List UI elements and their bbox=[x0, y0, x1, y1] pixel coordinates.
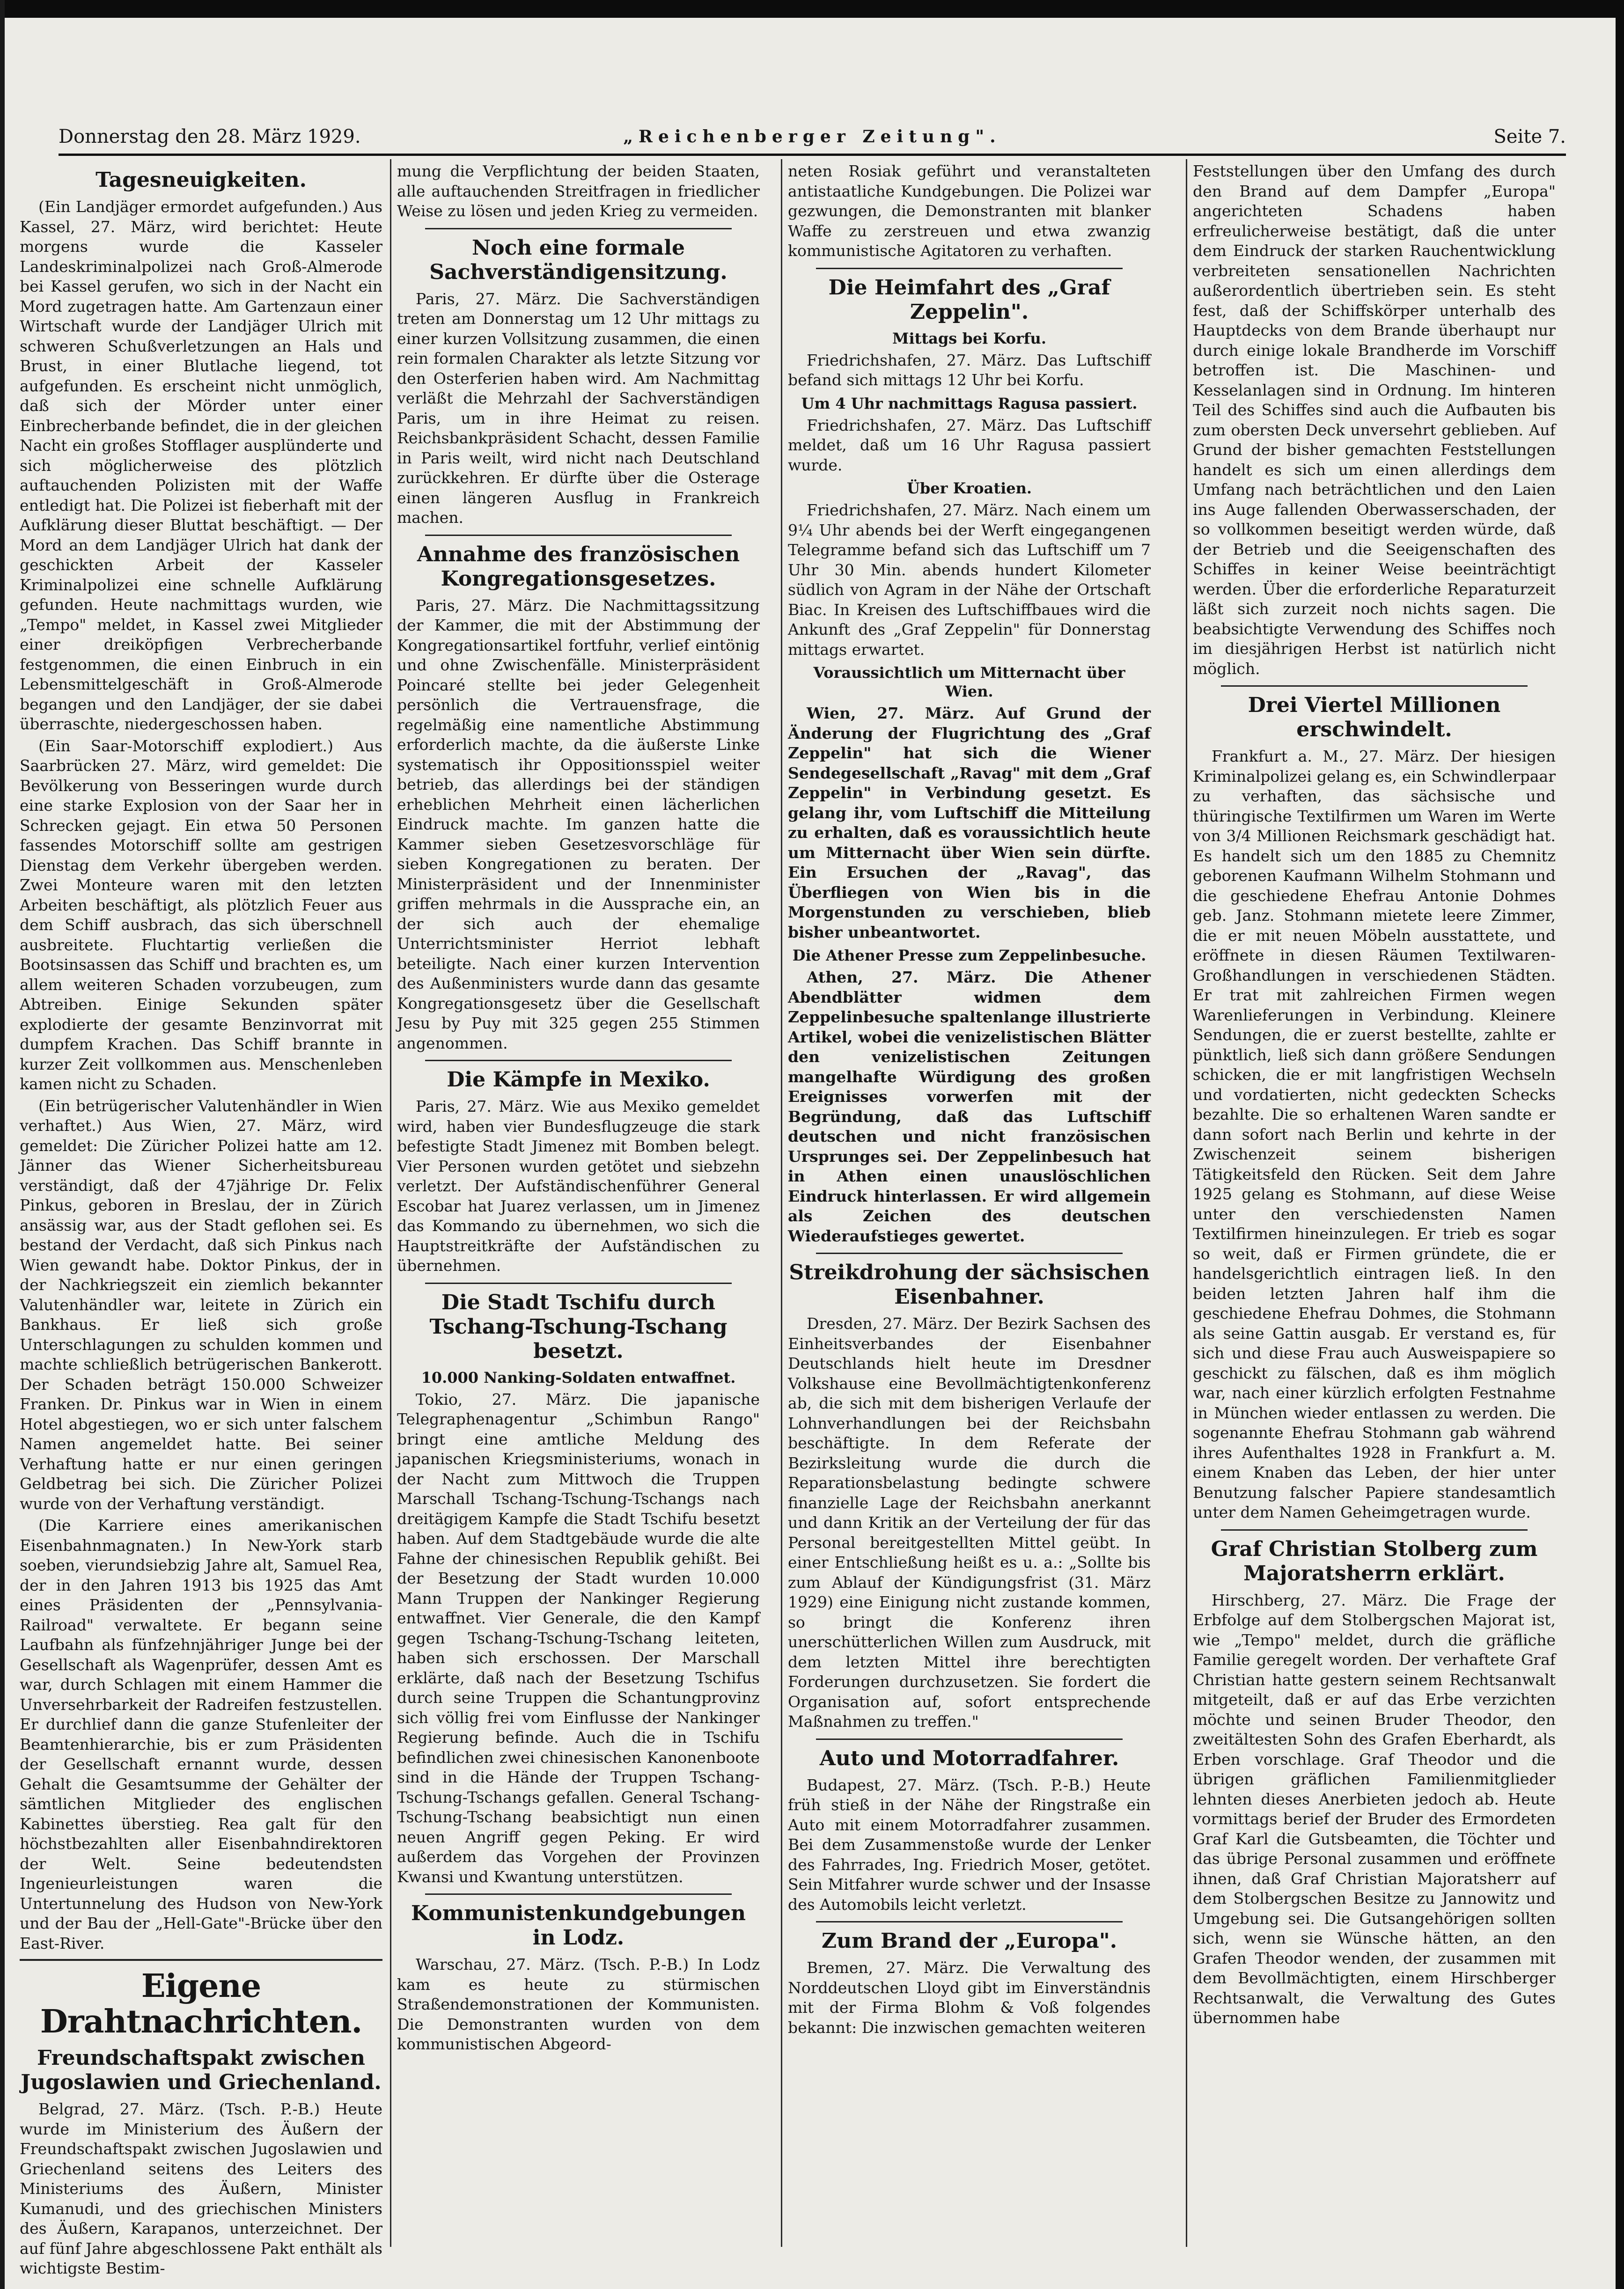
article-paragraph: neten Rosiak geführt und veranstalteten antistaatliche Kundgebungen. Die Polizei war gezwungen, die Demonstranten mit blanker Waffe zu zerstreuen und etwa zwanzig kommunistische Agitatoren zu verhaften. bbox=[788, 162, 1151, 260]
article-paragraph: Paris, 27. März. Wie aus Mexiko gemeldet wird, haben vier Bundesflugzeuge die stark befestigte Stadt Jimenez mit Bomben belegt. Vier Personen wurden getötet und siebzehn verletzt. Der Aufständischenführer General Escobar hat Juarez verlassen, um in Jimenez das Kommando zu übernehmen, wo sich die Hauptstreitkräfte der Aufständischen zu übernehmen. bbox=[397, 1097, 760, 1275]
article-divider bbox=[816, 1739, 1123, 1740]
article-subheadline: Über Kroatien. bbox=[906, 479, 1032, 497]
article-paragraph: (Ein Landjäger ermordet aufgefunden.) Aus Kassel, 27. März, wird berichtet: Heute morgens wurde die Kasseler Landeskriminalpolizei nach Groß-Almerode bei Kassel gerufen, wo sich in der Nacht ein Mord zugetragen hatte. Am Gartenzaun einer Wirtschaft wurde der Landjäger Ulrich mit schweren Schußverletzungen an Hals und Brust, in einer Blutlache liegend, tot aufgefunden. Es erscheint nicht unmöglich, daß sich der Mörder unter einer Einbrecherbande befindet, die in der gleichen Nacht ein großes Stofflager ausplünderte und sich möglicherweise des plötzlich auftauchenden Polizisten mit der Waffe entledigt hat. Die Polizei ist fieberhaft mit der Aufklärung dieser Bluttat beschäftigt. — Der Mord an dem Landjäger Ulrich hat dank der geschickten Arbeit der Kasseler Kriminalpolizei eine schnelle Aufklärung gefunden. Heute nachmittags wurden, wie „Tempo" meldet, in Kassel zwei Mitglieder einer dreiköpfigen Verbrecherbande festgenommen, die einen Einbruch in ein Lebensmittelgeschäft in Groß-Almerode begangen und den Landjäger, der sie dabei überraschte, niedergeschossen haben. bbox=[20, 198, 382, 733]
article-paragraph: Frankfurt a. M., 27. März. Der hiesigen Kriminalpolizei gelang es, ein Schwindlerpaar zu verhaften, das sächsische und thüringische Textilfirmen um Waren im Werte von 3/4 Millionen Reichsmark geschädigt hat. Es handelt sich um den 1885 zu Chemnitz geborenen Kaufmann Wilhelm Stohmann und die geschiedene Ehefrau Antonie Dohmes geb. Janz. Stohmann mietete leere Zimmer, die er mit neuen Möbeln ausstattete, und eröffnete in diesen Räumen Textilwaren-Großhandlungen in verschiedenen Städten. Er trat mit zahlreichen Firmen wegen Warenlieferungen in Verbindung. Kleinere Sendungen, die er zuerst bestellte, zahlte er pünktlich, ließ sich dann größere Sendungen schicken, die er mit langfristigen Wechseln und vordatierten, nicht gedeckten Schecks bezahlte. Die so erhaltenen Waren sandte er dann sofort nach Berlin und kehrte in der Zwischenzeit seinem bisherigen Tätigkeitsfeld den Rücken. Seit dem Jahre 1925 gelang es Stohmann, auf diese Weise unter den verschiedensten Namen Textilfirmen hineinzulegen. Er trieb es sogar so weit, daß er Firmen gründete, die er handelsgerichtlich eintragen ließ. In den beiden letzten Jahren half ihm die geschiedene Ehefrau Dohmes, die Stohmann als seine Gattin ausgab. Er verstand es, für sich und diese Frau auch Ausweispapiere so geschickt zu fälschen, daß es ihm möglich war, nach einer kürzlich erfolgten Festnahme in München wieder entlassen zu werden. Die sogenannte Ehefrau Stohmann gab während ihres Aufenthaltes 1928 in Frankfurt a. M. einem Knaben das Leben, der hier unter Benutzung falscher Papiere standesamtlich unter dem Namen Geheimgetragen wurde. bbox=[1193, 747, 1556, 1521]
section-heading-large: Eigene Drahtnachrichten. bbox=[40, 1967, 362, 2040]
newspaper-title: „Reichenberger Zeitung". bbox=[623, 127, 1001, 147]
column-rule bbox=[781, 159, 782, 2247]
article-paragraph: (Die Karriere eines amerikanischen Eisenbahnmagnaten.) In New-York starb soeben, vierundsiebzig Jahre alt, Samuel Rea, der in den Jahren 1913 bis 1925 das Amt eines Präsidenten der „Pennsylvania-Railroad" verwaltete. Er begann seine Laufbahn als fünfzehnjähriger Junge bei der Gesellschaft als Wagenprüfer, dessen Amt es war, durch Schlagen mit einem Hammer die Unversehrbarkeit der Radreifen festzustellen. Er durchlief dann die ganze Stufenleiter der Beamtenhierarchie, bis er zum Präsidenten der Gesellschaft ernannt wurde, dessen Gehalt die Gesamtsumme der Gehälter der sämtlichen Mitglieder des englischen Kabinettes überstieg. Rea galt für den höchstbezahlten aller Eisenbahndirektoren der Welt. Seine bedeutendsten Ingenieurleistungen waren die Untertunnelung des Hudson von New-York und der Bau der „Hell-Gate"-Brücke über den East-River. bbox=[20, 1516, 382, 1952]
column-3 bbox=[788, 161, 1151, 2245]
article-headline: Streikdrohung der sächsischen Eisenbahner. bbox=[789, 1261, 1150, 1309]
article-paragraph: Bremen, 27. März. Die Verwaltung des Norddeutschen Lloyd gibt im Einverständnis mit der Firma Blohm & Voß folgendes bekannt: Die inzwischen gemachten weiteren bbox=[788, 1959, 1151, 2037]
column-rule bbox=[1186, 159, 1187, 2247]
page-header bbox=[59, 123, 1566, 151]
issue-date: Donnerstag den 28. März 1929. bbox=[59, 126, 361, 147]
article-paragraph: Warschau, 27. März. (Tsch. P.-B.) In Lodz kam es heute zu stürmischen Straßendemonstrationen der Kommunisten. Die Demonstranten wurden von dem kommunistischen Abgeord- bbox=[397, 1955, 760, 2053]
column-1 bbox=[20, 161, 382, 2277]
article-paragraph: Friedrichshafen, 27. März. Das Luftschiff meldet, daß um 16 Uhr Ragusa passiert wurde. bbox=[788, 416, 1151, 474]
article-headline: Kommunistenkundgebungen in Lodz. bbox=[411, 1901, 746, 1950]
scan-left-edge bbox=[0, 0, 5, 2289]
article-paragraph: Paris, 27. März. Die Sachverständigen treten am Donnerstag um 12 Uhr mittags zu einer kurzen Vollsitzung zusammen, die einen rein formalen Charakter als letzte Sitzung vor den Osterferien haben wird. Am Nachmittag verläßt die Mehrzahl der Sachverständigen Paris, um in ihre Heimat zu reisen. Reichsbankpräsident Schacht, dessen Familie in Paris weilt, wird nicht nach Deutschland zurückkehren. Er dürfte über die Osterage einen längeren Ausflug in Frankreich machen. bbox=[397, 289, 760, 527]
article-divider bbox=[816, 1921, 1123, 1922]
article-headline: Annahme des französischen Kongregationsgesetzes. bbox=[417, 542, 740, 591]
article-divider bbox=[425, 1893, 732, 1895]
article-headline: Die Heimfahrt des „Graf Zeppelin". bbox=[828, 275, 1110, 324]
article-divider bbox=[1221, 685, 1528, 687]
article-paragraph: Friedrichshafen, 27. März. Das Luftschiff befand sich mittags 12 Uhr bei Korfu. bbox=[788, 351, 1151, 389]
article-paragraph: Paris, 27. März. Die Nachmittagssitzung der Kammer, die mit der Abstimmung der Kongregationsartikel fortfuhr, verlief eintönig und ohne Zwischenfälle. Ministerpräsident Poincaré stellte bei jeder Gelegenheit persönlich die Vertrauensfrage, die regelmäßig eine namentliche Abstimmung erforderlich machte, da die äußerste Linke systematisch ihr Oppositionsspiel weiter betrieb, das allerdings bei der ständigen erheblichen Mehrheit einen lächerlichen Eindruck machte. Im ganzen hatte die Kammer sieben Gesetzesvorschläge für sieben Kongregationen zu beraten. Der Ministerpräsident und der Innenminister griffen mehrmals in die Aussprache ein, an der sich auch der ehemalige Unterrichtsminister Herriot lebhaft beteiligte. Nach einer kurzen Intervention des Außenministers wurde dann das gesamte Kongregationsgesetz über die Gesellschaft Jesu by Puy mit 325 gegen 255 Stimmen angenommen. bbox=[397, 596, 760, 1052]
article-headline: Die Kämpfe in Mexiko. bbox=[447, 1068, 710, 1092]
article-divider bbox=[816, 1253, 1123, 1254]
article-paragraph: Feststellungen über den Umfang des durch den Brand auf dem Dampfer „Europa" angerichteten Schadens haben erfreulicherweise bestätigt, daß die unter dem Eindruck der starken Rauchentwicklung verbreiteten sensationellen Nachrichten außerordentlich übertrieben sein. Es steht fest, daß der Schiffskörper unterhalb des Hauptdecks von dem Brande überhaupt nur durch einige lokale Brandherde im Vorschiff betroffen ist. Die Maschinen- und Kesselanlagen sind in Ordnung. Im hinteren Teil des Schiffes sind auch die Aufbauten bis zum obersten Deck unversehrt geblieben. Auf Grund der bisher gemachten Feststellungen handelt es sich um einen allerdings dem Umfang nach beträchtlichen und den Laien ins Auge fallenden Oberwasserschaden, der so vollkommen beseitigt werden würde, daß der Betrieb und die Seeigenschaften des Schiffes in keiner Weise beeinträchtigt werden. Über die erforderliche Reparaturzeit läßt sich zurzeit noch nichts sagen. Die beabsichtigte Verwendung des Schiffes noch im diesjährigen Herbst ist natürlich nicht möglich. bbox=[1193, 162, 1556, 678]
article-headline: Zum Brand der „Europa". bbox=[821, 1929, 1117, 1953]
article-headline: Auto und Motorradfahrer. bbox=[819, 1746, 1119, 1770]
article-paragraph: Athen, 27. März. Die Athener Abendblätter widmen dem Zeppelinbesuche spaltenlange illustrierte Artikel, wobei die venizelistischen Blätter den venizelistischen Zeitungen mangelhafte Würdigung des großen Ereignisses vorwerfen mit der Begründung, daß das Luftschiff deutschen und nicht französischen Ursprunges sei. Der Zeppelinbesuch hat in Athen einen unauslöschlichen Eindruck hinterlassen. Er wird allgemein als Zeichen des deutschen Wiederaufstieges gewertet. bbox=[788, 968, 1151, 1245]
column-2 bbox=[397, 161, 760, 2245]
article-paragraph: Dresden, 27. März. Der Bezirk Sachsen des Einheitsverbandes der Eisenbahner Deutschlands hielt heute im Dresdner Volkshause eine Bevollmächtigtenkonferenz ab, die sich mit dem bisherigen Verlaufe der Lohnverhandlungen bei der Reichsbahn beschäftigte. In dem Referate der Bezirksleitung wurde die durch die Reparationsbelastung bedingte schwere finanzielle Lage der Reichsbahn anerkannt und dann Kritik an der Verteilung der für das Personal bereitgestellten Mittel geübt. In einer Entschließung heißt es u. a.: „Sollte bis zum Ablauf der Kündigungsfrist (31. März 1929) eine Einigung nicht zustande kommen, so bringt die Konferenz ihren unerschütterlichen Willen zum Ausdruck, mit dem letzten Mittel ihre berechtigten Forderungen durchzusetzen. Sie fordert die Organisation auf, sofort entsprechende Maßnahmen zu treffen." bbox=[788, 1314, 1151, 1731]
article-divider bbox=[1221, 1529, 1528, 1531]
page-number: Seite 7. bbox=[1493, 126, 1566, 147]
article-paragraph: Tokio, 27. März. Die japanische Telegraphenagentur „Schimbun Rango" bringt eine amtliche Meldung des japanischen Kriegsministeriums, wonach in der Nacht zum Mittwoch die Truppen Marschall Tschang-Tschung-Tschangs nach dreitägigem Kampfe die Stadt Tschifu besetzt haben. Auf dem Stadtgebäude wurde die alte Fahne der chinesischen Republik gehißt. Bei der Besetzung der Stadt wurden 10.000 Mann Truppen der Nankinger Regierung entwaffnet. Vier Generale, die den Kampf gegen Tschang-Tschung-Tschang leiteten, haben sich erschossen. Der Marschall erklärte, daß nach der Besetzung Tschifus durch seine Truppen die Schantungprovinz sich völlig frei vom Einflusse der Nankinger Regierung befinde. Auch die in Tschifu befindlichen zwei chinesischen Kanonenboote sind in die Hände der Truppen Tschang-Tschung-Tschangs gefallen. General Tschang-Tschung-Tschang beabsichtigt nun einen neuen Angriff gegen Peking. Er wird außerdem das Vorgehen der Provinzen Kwansi und Kwantung unterstützen. bbox=[397, 1390, 760, 1886]
article-paragraph: Hirschberg, 27. März. Die Frage der Erbfolge auf dem Stolbergschen Majorat ist, wie „Tempo" meldet, durch die gräfliche Familie geregelt worden. Der verhaftete Graf Christian hatte gestern seinem Rechtsanwalt mitgeteilt, daß er auf das Erbe verzichten möchte und seinen Bruder Theodor, den zweitältesten Sohn des Grafen Eberhardt, als Erben vorschlage. Graf Theodor und die übrigen gräflichen Familienmitglieder lehnten dieses Anerbieten jedoch ab. Heute vormittags berief der Bruder des Ermordeten Graf Karl die Gutsbeamten, die Töchter und das übrige Personal zusammen und eröffnete ihnen, daß Graf Christian Majoratsherr auf dem Stolbergschen Besitze zu Jannowitz und Umgebung sei. Die Gutsangehörigen sollten sich, wenn sie Wünsche hätten, an den Grafen Theodor wenden, der zusammen mit dem Bevollmächtigten, einem Hirschberger Rechtsanwalt, die Verwaltung des Gutes übernommen habe bbox=[1193, 1591, 1556, 2027]
article-paragraph: Budapest, 27. März. (Tsch. P.-B.) Heute früh stieß in der Nähe der Ringstraße ein Auto mit einem Motorradfahrer zusammen. Bei dem Zusammenstoße wurde der Lenker des Fahrrades, Ing. Friedrich Moser, getötet. Sein Mitfahrer wurde schwer und der Insasse des Automobils leicht verletzt. bbox=[788, 1775, 1151, 1914]
article-divider bbox=[425, 535, 732, 536]
article-subheadline: Mittags bei Korfu. bbox=[892, 329, 1046, 347]
article-paragraph: (Ein betrügerischer Valutenhändler in Wien verhaftet.) Aus Wien, 27. März, wird gemeldet: Die Züricher Polizei hatte am 12. Jänner das Wiener Sicherheitsbureau verständigt, daß der 47jährige Dr. Felix Pinkus, geboren in Breslau, der in Zürich ansässig war, aus der Stadt geflohen sei. Es bestand der Verdacht, daß sich Pinkus nach Wien gewandt habe. Doktor Pinkus, der in der Nachkriegszeit ein ziemlich bekannter Valutenhändler war, leitete in Zürich ein Bankhaus. Er ließ sich große Unterschlagungen zu schulden kommen und machte schließlich betrügerischen Bankerott. Der Schaden beträgt 150.000 Schweizer Franken. Dr. Pinkus war in Wien in einem Hotel abgestiegen, wo er sich unter falschem Namen angemeldet hatte. Bei seiner Verhaftung hatte er nur einen geringen Geldbetrag bei sich. Die Züricher Polizei wurde von der Verhaftung verständigt. bbox=[20, 1096, 382, 1513]
article-divider bbox=[816, 268, 1123, 269]
section-divider bbox=[20, 1959, 382, 1961]
header-rule bbox=[59, 154, 1566, 156]
scan-top-edge bbox=[0, 0, 1624, 18]
column-4 bbox=[1193, 161, 1556, 2245]
article-paragraph: Belgrad, 27. März. (Tsch. P.-B.) Heute wurde im Ministerium des Äußern der Freundschaftspakt zwischen Jugoslawien und Griechenland seitens des Leiters des Ministeriums des Äußern, Minister Kumanudi, und des griechischen Ministers des Äußern, Karapanos, unterzeichnet. Der auf fünf Jahre abgeschlossene Pakt enthält als wichtigste Bestim- bbox=[20, 2100, 382, 2277]
article-paragraph: mung die Verpflichtung der beiden Staaten, alle auftauchenden Streitfragen in friedlicher Weise zu lösen und jeden Krieg zu vermeiden. bbox=[397, 162, 760, 220]
article-headline: Die Stadt Tschifu durch Tschang-Tschung-Tschang besetzt. bbox=[429, 1290, 727, 1363]
article-subheadline: Voraussichtlich um Mitternacht über Wien. bbox=[813, 664, 1125, 700]
section-heading: Tagesneuigkeiten. bbox=[96, 168, 307, 192]
scan-right-edge bbox=[1616, 0, 1624, 2289]
article-divider bbox=[425, 1283, 732, 1284]
article-divider bbox=[425, 1060, 732, 1061]
article-paragraph: (Ein Saar-Motorschiff explodiert.) Aus Saarbrücken 27. März, wird gemeldet: Die Bevölkerung von Besseringen wurde durch eine starke Explosion von der Saar her in Schrecken gejagt. Ein etwa 50 Personen fassendes Motorschiff sollte am gestrigen Dienstag dem Verkehr übergeben werden. Zwei Monteure waren mit den letzten Arbeiten beschäftigt, als plötzlich Feuer aus dem Schiff ausbrach, das sich überschnell ausbreitete. Fluchtartig verließen die Bootsinsassen das Schiff und brachten es, um allem weiteren Schaden vorzubeugen, zum Abtreiben. Einige Sekunden später explodierte der gesamte Benzinvorrat mit dumpfem Krachen. Das Schiff brannte in kurzer Zeit vollkommen aus. Menschenleben kamen nicht zu Schaden. bbox=[20, 736, 382, 1093]
column-rule bbox=[390, 159, 391, 2247]
article-divider bbox=[425, 228, 732, 229]
article-headline: Freundschaftspakt zwischen Jugoslawien und Griechenland. bbox=[21, 2046, 382, 2094]
article-paragraph: Friedrichshafen, 27. März. Nach einem um 9¼ Uhr abends bei der Werft eingegangenen Telegramme befand sich das Luftschiff um 7 Uhr 30 Min. abends hundert Kilometer südlich von Agram in der Nähe der Ortschaft Biac. In Kreisen des Luftschiffbaues wird die Ankunft des „Graf Zeppelin" für Donnerstag mittags erwartet. bbox=[788, 501, 1151, 659]
article-subheadline: Die Athener Presse zum Zeppelinbesuche. bbox=[792, 946, 1146, 964]
article-subheadline: Um 4 Uhr nachmittags Ragusa passiert. bbox=[801, 394, 1138, 412]
article-subheadline: 10.000 Nanking-Soldaten entwaffnet. bbox=[421, 1368, 736, 1387]
article-headline: Graf Christian Stolberg zum Majoratsherrn erklärt. bbox=[1211, 1537, 1538, 1585]
article-headline: Drei Viertel Millionen erschwindelt. bbox=[1248, 693, 1501, 741]
article-paragraph: Wien, 27. März. Auf Grund der Änderung der Flugrichtung des „Graf Zeppelin" hat sich die Wiener Sendegesellschaft „Ravag" mit dem „Graf Zeppelin" in Verbindung gesetzt. Es gelang ihr, vom Luftschiff die Mitteilung zu erhalten, daß es voraussichtlich heute um Mitternacht über Wien sein dürfte. Ein Ersuchen der „Ravag", das Überfliegen von Wien bis in die Morgenstunden zu verschieben, blieb bisher unbeantwortet. bbox=[788, 704, 1151, 941]
article-headline: Noch eine formale Sachverständigensitzung. bbox=[429, 235, 727, 284]
